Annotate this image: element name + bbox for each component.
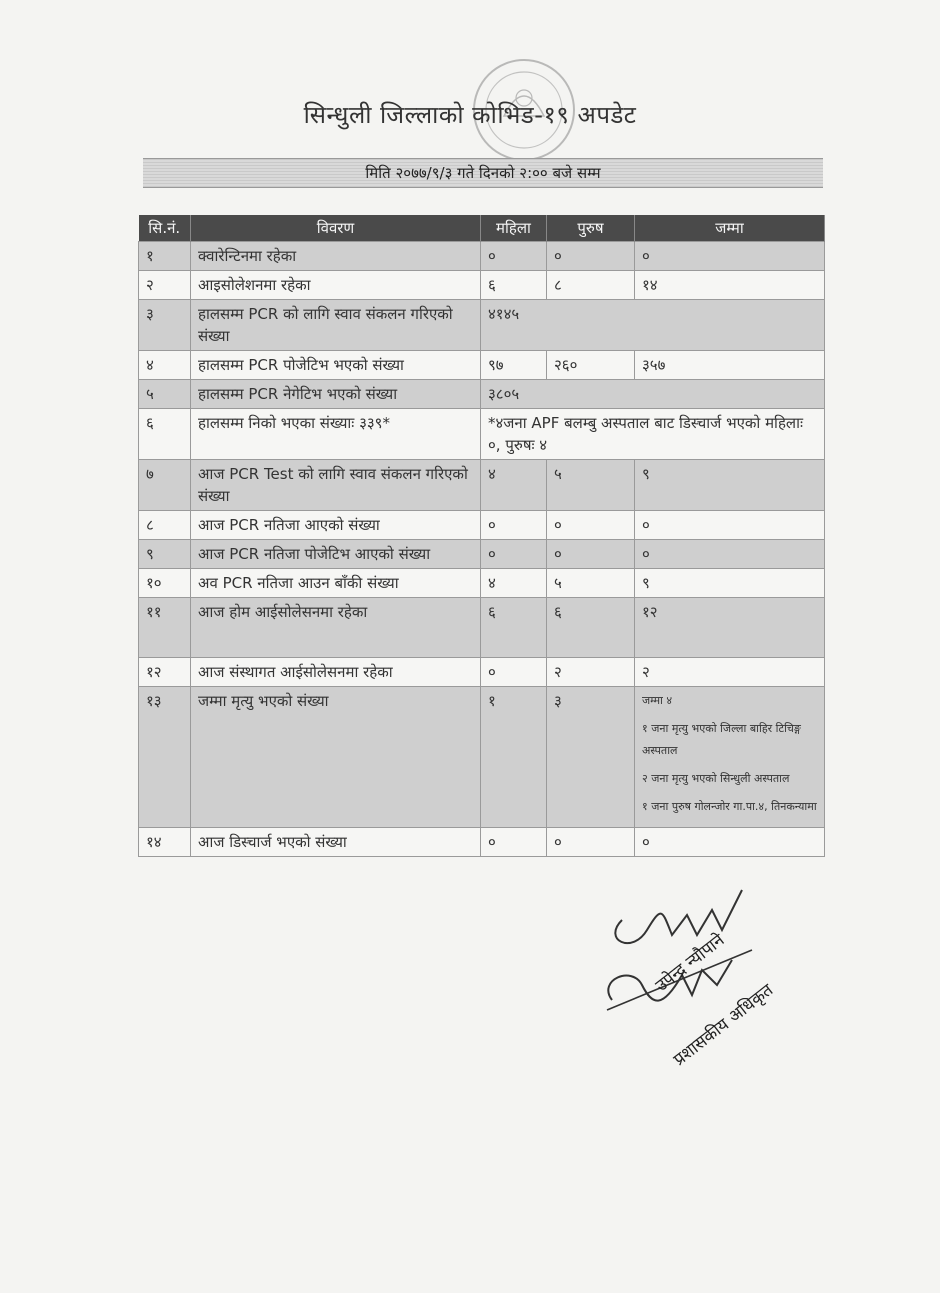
death-note-teaching-hospital: १ जना मृत्यु भएको जिल्ला बाहिर टिचिङ्ग अस्पताल	[642, 722, 801, 757]
row-total: १२	[635, 598, 825, 658]
death-note-sindhuli-hospital: २ जना मृत्यु भएको सिन्धुली अस्पताल	[642, 772, 790, 785]
row-sn: ११	[139, 598, 191, 658]
row-total: ३५७	[635, 351, 825, 380]
date-banner: मिति २०७७/९/३ गते दिनको २:०० बजे सम्म	[143, 158, 823, 188]
row-sn: १२	[139, 658, 191, 687]
table-row	[139, 511, 825, 540]
row-sn: १३	[139, 687, 191, 828]
row-description: आज डिस्चार्ज भएको संख्या	[191, 828, 481, 857]
row-total-notes	[635, 687, 825, 828]
row-sn: ३	[139, 300, 191, 351]
row-male: ०	[547, 242, 635, 271]
row-description: आज होम आईसोलेसनमा रहेका	[191, 598, 481, 658]
row-female: ०	[481, 658, 547, 687]
row-total: ०	[635, 242, 825, 271]
table-row	[139, 300, 825, 351]
row-female: ०	[481, 511, 547, 540]
col-header-description: विवरण	[191, 215, 481, 242]
row-male: ८	[547, 271, 635, 300]
row-description: आज PCR नतिजा आएको संख्या	[191, 511, 481, 540]
covid-update-table	[138, 215, 825, 857]
row-sn: ९	[139, 540, 191, 569]
row-female: ६	[481, 598, 547, 658]
row-male: ५	[547, 460, 635, 511]
row-total: ९	[635, 569, 825, 598]
table-row	[139, 351, 825, 380]
table-header-row	[139, 215, 825, 242]
row-description: हालसम्म PCR को लागि स्वाव संकलन गरिएको संख्या	[191, 300, 481, 351]
row-female: १	[481, 687, 547, 828]
table-row	[139, 460, 825, 511]
row-sn: २	[139, 271, 191, 300]
row-sn: ५	[139, 380, 191, 409]
row-total: ९	[635, 460, 825, 511]
table-row	[139, 242, 825, 271]
row-male: ३	[547, 687, 635, 828]
table-row	[139, 409, 825, 460]
row-female: ४	[481, 460, 547, 511]
row-female: ९७	[481, 351, 547, 380]
row-description: आज संस्थागत आईसोलेसनमा रहेका	[191, 658, 481, 687]
row-description: जम्मा मृत्यु भएको संख्या	[191, 687, 481, 828]
signatory-designation: प्रशासकीय अधिकृत	[669, 980, 778, 1071]
death-note-golanjor: १ जना पुरुष गोलन्जोर गा.पा.४, तिनकन्यामा	[642, 800, 817, 813]
row-male: ६	[547, 598, 635, 658]
row-sn: ७	[139, 460, 191, 511]
row-male: २	[547, 658, 635, 687]
row-sn: ८	[139, 511, 191, 540]
table-row	[139, 271, 825, 300]
row-description: हालसम्म PCR पोजेटिभ भएको संख्या	[191, 351, 481, 380]
row-male: ०	[547, 540, 635, 569]
row-total: ०	[635, 511, 825, 540]
death-note-total: जम्मा ४	[642, 694, 673, 707]
row-merged-value: ४१४५	[481, 300, 825, 351]
table-row	[139, 540, 825, 569]
row-total: ०	[635, 540, 825, 569]
row-female: ०	[481, 540, 547, 569]
row-description: आइसोलेशनमा रहेका	[191, 271, 481, 300]
row-male: २६०	[547, 351, 635, 380]
table-row	[139, 569, 825, 598]
row-male: ०	[547, 828, 635, 857]
row-merged-value: ३८०५	[481, 380, 825, 409]
row-description: क्वारेन्टिनमा रहेका	[191, 242, 481, 271]
table-row	[139, 687, 825, 828]
col-header-female: महिला	[481, 215, 547, 242]
table-row	[139, 598, 825, 658]
row-total: १४	[635, 271, 825, 300]
row-female: ४	[481, 569, 547, 598]
row-sn: १०	[139, 569, 191, 598]
row-sn: १४	[139, 828, 191, 857]
row-merged-note: *४जना APF बलम्बु अस्पताल बाट डिस्चार्ज भएको महिलाः ०, पुरुषः ४	[481, 409, 825, 460]
row-sn: ४	[139, 351, 191, 380]
table-row	[139, 380, 825, 409]
signatory-name: उपेन्द्र न्यौपाने	[651, 930, 729, 997]
row-male: ५	[547, 569, 635, 598]
row-description: हालसम्म निको भएका संख्याः ३३९*	[191, 409, 481, 460]
row-female: ०	[481, 828, 547, 857]
row-sn: १	[139, 242, 191, 271]
table-row	[139, 828, 825, 857]
row-female: ०	[481, 242, 547, 271]
row-sn: ६	[139, 409, 191, 460]
row-description: हालसम्म PCR नेगेटिभ भएको संख्या	[191, 380, 481, 409]
col-header-male: पुरुष	[547, 215, 635, 242]
row-total: ०	[635, 828, 825, 857]
row-description: अव PCR नतिजा आउन बाँकी संख्या	[191, 569, 481, 598]
document-title: सिन्धुली जिल्लाको कोभिड-१९ अपडेट	[303, 101, 637, 129]
row-female: ६	[481, 271, 547, 300]
table-row	[139, 658, 825, 687]
col-header-sn: सि.नं.	[139, 215, 191, 242]
col-header-total: जम्मा	[635, 215, 825, 242]
row-total: २	[635, 658, 825, 687]
row-male: ०	[547, 511, 635, 540]
row-description: आज PCR नतिजा पोजेटिभ आएको संख्या	[191, 540, 481, 569]
row-description: आज PCR Test को लागि स्वाव संकलन गरिएको संख्या	[191, 460, 481, 511]
